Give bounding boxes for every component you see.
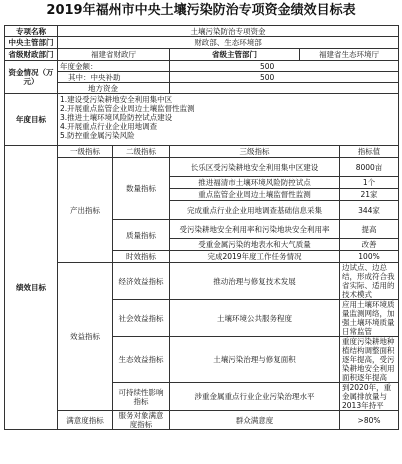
project-name-row (5, 26, 399, 37)
fund-row (5, 61, 399, 72)
indicator-value: 改善 (340, 239, 399, 251)
project-name: 土壤污染防治专项资金 (58, 26, 399, 37)
indicator-value: 8000亩 (340, 158, 399, 177)
annual-goal-row (5, 94, 399, 146)
group-quality: 质量指标 (113, 220, 170, 251)
group-sustainable: 可持续性影响指标 (113, 383, 170, 411)
fund-label: 资金情况（万元） (5, 61, 58, 94)
indicator-value: 21家 (340, 189, 399, 201)
fund-row-label: 地方资金 (58, 83, 170, 94)
prov-dept: 福建省生态环境厅 (300, 49, 399, 61)
prov-fin-label: 省级财政部门 (5, 49, 58, 61)
indicator-value: >80% (340, 411, 399, 430)
indicator: 完成重点行业企业用地调查基础信息采集 (170, 201, 340, 220)
fund-row (5, 83, 399, 94)
group-ecological: 生态效益指标 (113, 337, 170, 383)
indicator: 受污染耕地安全利用率和污染地块安全利用率 (170, 220, 340, 239)
indicator: 土壤污染治理与修复面积 (170, 337, 340, 383)
group-quantity: 数量指标 (113, 158, 170, 220)
fund-row (5, 72, 399, 83)
indicator: 推进福清市土壤环境风险防控试点 (170, 177, 340, 189)
prov-dept-label: 省级主管部门 (170, 49, 300, 61)
indicator: 推动治理与修复技术发展 (170, 263, 340, 300)
performance-table (4, 25, 399, 430)
page-title: 2019年福州市中央土壤污染防治专项资金绩效目标表 (46, 3, 356, 18)
central-dept-row (5, 37, 399, 49)
header-l2: 二级指标 (113, 146, 170, 158)
provincial-row (5, 49, 399, 61)
annual-goal-item: 3.推进土壤环境风险防控试点建设 (60, 113, 173, 122)
indicator: 长乐区受污染耕地安全利用集中区建设 (170, 158, 340, 177)
indicator-value: 1个 (340, 177, 399, 189)
group-benefit: 效益指标 (58, 263, 113, 411)
fund-row-label: 年度金额： (58, 61, 170, 72)
group-economic: 经济效益指标 (113, 263, 170, 300)
annual-goal-item: 4.开展重点行业企业用地调查 (60, 122, 158, 131)
perf-header-row (5, 146, 399, 158)
indicator-value: 100% (340, 251, 399, 263)
annual-goal-label: 年度目标 (5, 94, 58, 146)
group-satisfaction2: 服务对象满意度指标 (113, 411, 170, 430)
central-dept: 财政部、生态环境部 (58, 37, 399, 49)
indicator: 群众满意度 (170, 411, 340, 430)
indicator-value: 提高 (340, 220, 399, 239)
group-social: 社会效益指标 (113, 300, 170, 337)
central-dept-label: 中央主管部门 (5, 37, 58, 49)
table-row (5, 158, 399, 177)
header-l1: 一级指标 (58, 146, 113, 158)
indicator: 受重金属污染的地表水和大气质量 (170, 239, 340, 251)
fund-row-value: 500 (170, 61, 399, 72)
group-output: 产出指标 (58, 158, 113, 263)
indicator: 完成2019年度工作任务情况 (170, 251, 340, 263)
indicator-value: 边试点、边总结，形成符合我省实际、适用的技术模式 (340, 263, 399, 300)
fund-row-label: 其中：中央补助 (58, 72, 170, 83)
indicator-value: 重度污染耕地种植结构调整面积逐年提高，受污染耕地安全利用面积逐年提高 (340, 337, 399, 383)
group-timeliness: 时效指标 (113, 251, 170, 263)
indicator-value: 应用土壤环境质量监测网络，加强土壤环境质量日常监管 (340, 300, 399, 337)
header-l3: 三级指标 (170, 146, 340, 158)
indicator: 涉重金属重点行业企业污染治理水平 (170, 383, 340, 411)
fund-row-value (170, 83, 399, 94)
indicator: 重点监管企业周边土壤监督性监测 (170, 189, 340, 201)
indicator-value: 到2020年，重金属排放量与2013年持平 (340, 383, 399, 411)
table-row (5, 263, 399, 300)
annual-goal-item: 1.建设受污染耕地安全利用集中区 (60, 95, 173, 104)
prov-fin: 福建省财政厅 (58, 49, 170, 61)
indicator-value: 344家 (340, 201, 399, 220)
project-name-label: 专项名称 (5, 26, 58, 37)
header-val: 指标值 (340, 146, 399, 158)
perf-label: 绩效目标 (5, 146, 58, 430)
table-row (5, 411, 399, 430)
group-satisfaction: 满意度指标 (58, 411, 113, 430)
indicator: 土壤环境公共服务程度 (170, 300, 340, 337)
annual-goal-item: 2.开展重点监管企业周边土壤监督性监测 (60, 104, 195, 113)
fund-row-value: 500 (170, 72, 399, 83)
annual-goal-item: 5.防控重金属污染风险 (60, 131, 135, 140)
